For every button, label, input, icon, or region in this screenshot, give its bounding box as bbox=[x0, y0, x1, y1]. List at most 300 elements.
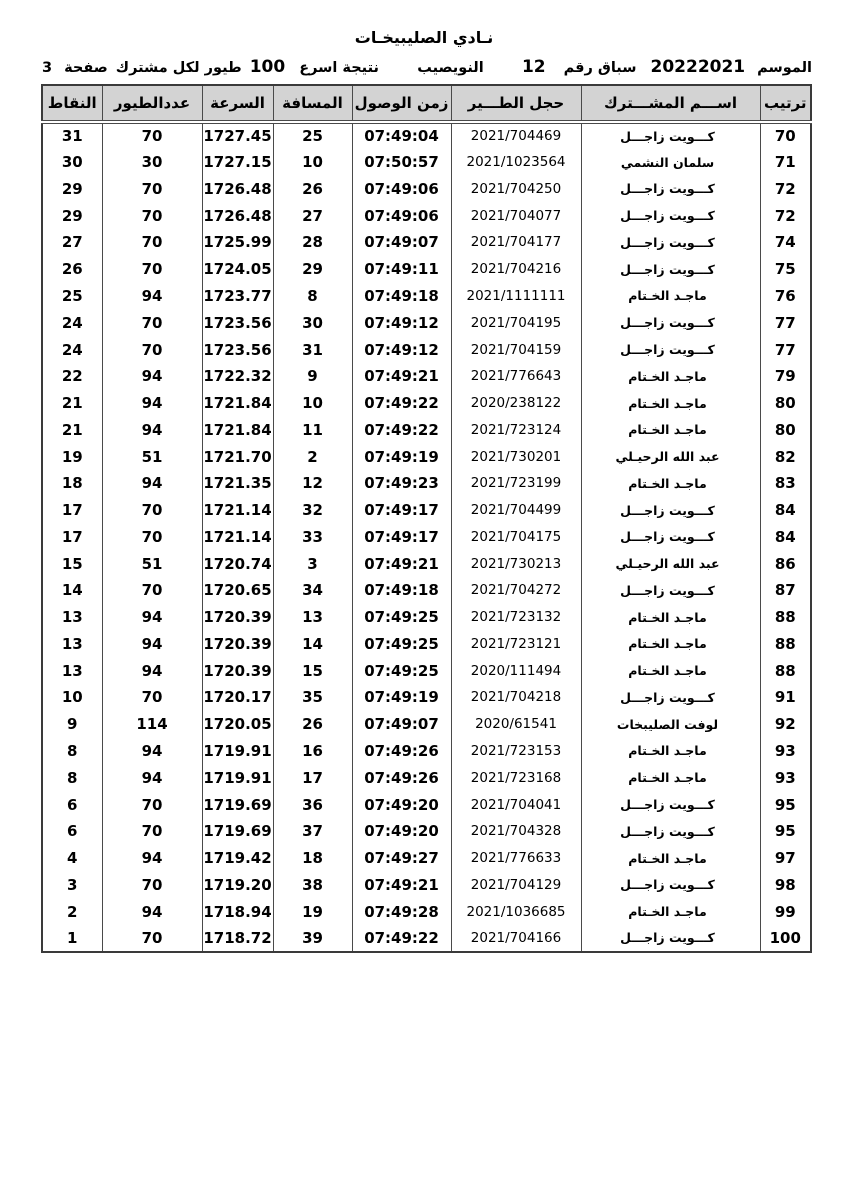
speed-cell: 1722.32 bbox=[202, 363, 273, 390]
rank-cell: 79 bbox=[760, 363, 811, 390]
distance-cell: 37 bbox=[273, 818, 352, 845]
table-row bbox=[42, 416, 811, 443]
header-row bbox=[42, 85, 811, 122]
arrival-cell: 07:49:27 bbox=[352, 845, 451, 872]
arrival-cell: 07:49:17 bbox=[352, 497, 451, 524]
points-cell: 9 bbox=[42, 711, 102, 738]
distance-cell: 26 bbox=[273, 711, 352, 738]
distance-cell: 33 bbox=[273, 523, 352, 550]
birds-cell: 51 bbox=[102, 550, 202, 577]
ring-cell: 2021/704177 bbox=[451, 229, 581, 256]
name-cell: ماجـد الخـتام bbox=[581, 363, 760, 390]
speed-cell: 1720.39 bbox=[202, 604, 273, 631]
birds-cell: 94 bbox=[102, 845, 202, 872]
table-row bbox=[42, 256, 811, 283]
distance-cell: 29 bbox=[273, 256, 352, 283]
rank-cell: 87 bbox=[760, 577, 811, 604]
arrival-cell: 07:49:07 bbox=[352, 711, 451, 738]
ring-cell: 2021/723121 bbox=[451, 631, 581, 658]
birds-cell: 70 bbox=[102, 497, 202, 524]
table-row bbox=[42, 925, 811, 952]
name-cell: سلمان النشمي bbox=[581, 149, 760, 176]
points-cell: 18 bbox=[42, 470, 102, 497]
table-row bbox=[42, 604, 811, 631]
ring-cell: 2021/730213 bbox=[451, 550, 581, 577]
distance-cell: 28 bbox=[273, 229, 352, 256]
rank-cell: 93 bbox=[760, 738, 811, 765]
table-row bbox=[42, 818, 811, 845]
distance-cell: 10 bbox=[273, 149, 352, 176]
arrival-cell: 07:49:19 bbox=[352, 684, 451, 711]
speed-cell: 1719.91 bbox=[202, 738, 273, 765]
points-cell: 2 bbox=[42, 898, 102, 925]
name-cell: ماجـد الخـتام bbox=[581, 283, 760, 310]
speed-cell: 1725.99 bbox=[202, 229, 273, 256]
points-cell: 1 bbox=[42, 925, 102, 952]
table-row bbox=[42, 122, 811, 149]
name-cell: ماجـد الخـتام bbox=[581, 390, 760, 417]
race-location: النويصيب bbox=[417, 60, 484, 76]
ring-cell: 2021/704166 bbox=[451, 925, 581, 952]
arrival-cell: 07:49:21 bbox=[352, 871, 451, 898]
ring-cell: 2021/704159 bbox=[451, 336, 581, 363]
arrival-cell: 07:50:57 bbox=[352, 149, 451, 176]
ring-cell: 2021/723168 bbox=[451, 764, 581, 791]
arrival-cell: 07:49:21 bbox=[352, 550, 451, 577]
rank-cell: 84 bbox=[760, 497, 811, 524]
rank-cell: 95 bbox=[760, 818, 811, 845]
birds-cell: 94 bbox=[102, 363, 202, 390]
ring-cell: 2021/723199 bbox=[451, 470, 581, 497]
name-cell: ماجـد الخـتام bbox=[581, 657, 760, 684]
speed-cell: 1727.15 bbox=[202, 149, 273, 176]
speed-cell: 1719.69 bbox=[202, 791, 273, 818]
arrival-cell: 07:49:17 bbox=[352, 523, 451, 550]
arrival-cell: 07:49:06 bbox=[352, 176, 451, 203]
birds-cell: 94 bbox=[102, 470, 202, 497]
season-label: الموسم bbox=[757, 60, 812, 76]
birds-cell: 70 bbox=[102, 818, 202, 845]
arrival-cell: 07:49:19 bbox=[352, 443, 451, 470]
birds-cell: 94 bbox=[102, 764, 202, 791]
results-table-header bbox=[42, 85, 811, 122]
birds-cell: 70 bbox=[102, 791, 202, 818]
birds-cell: 94 bbox=[102, 631, 202, 658]
rank-cell: 83 bbox=[760, 470, 811, 497]
rank-cell: 72 bbox=[760, 202, 811, 229]
name-cell: ماجـد الخـتام bbox=[581, 631, 760, 658]
arrival-cell: 07:49:26 bbox=[352, 738, 451, 765]
rank-cell: 70 bbox=[760, 122, 811, 149]
points-cell: 31 bbox=[42, 122, 102, 149]
name-cell: كـــويت زاجـــل bbox=[581, 523, 760, 550]
birds-cell: 94 bbox=[102, 604, 202, 631]
rank-cell: 98 bbox=[760, 871, 811, 898]
points-cell: 21 bbox=[42, 416, 102, 443]
birds-cell: 70 bbox=[102, 523, 202, 550]
distance-cell: 14 bbox=[273, 631, 352, 658]
distance-cell: 35 bbox=[273, 684, 352, 711]
points-cell: 25 bbox=[42, 283, 102, 310]
result-type-group bbox=[42, 57, 379, 77]
name-cell: كـــويت زاجـــل bbox=[581, 202, 760, 229]
speed-cell: 1719.42 bbox=[202, 845, 273, 872]
birds-cell: 70 bbox=[102, 684, 202, 711]
ring-cell: 2021/704175 bbox=[451, 523, 581, 550]
table-row bbox=[42, 550, 811, 577]
name-cell: كـــويت زاجـــل bbox=[581, 497, 760, 524]
distance-header: المسافة bbox=[273, 85, 352, 122]
ring-cell: 2021/1023564 bbox=[451, 149, 581, 176]
speed-cell: 1721.70 bbox=[202, 443, 273, 470]
arrival-cell: 07:49:20 bbox=[352, 791, 451, 818]
points-cell: 26 bbox=[42, 256, 102, 283]
points-cell: 19 bbox=[42, 443, 102, 470]
points-cell: 21 bbox=[42, 390, 102, 417]
points-cell: 8 bbox=[42, 738, 102, 765]
distance-cell: 30 bbox=[273, 309, 352, 336]
points-cell: 13 bbox=[42, 631, 102, 658]
table-row bbox=[42, 577, 811, 604]
speed-cell: 1726.48 bbox=[202, 176, 273, 203]
birds-cell: 70 bbox=[102, 202, 202, 229]
speed-cell: 1720.74 bbox=[202, 550, 273, 577]
speed-cell: 1720.17 bbox=[202, 684, 273, 711]
table-row bbox=[42, 845, 811, 872]
table-row bbox=[42, 657, 811, 684]
rank-cell: 84 bbox=[760, 523, 811, 550]
points-cell: 30 bbox=[42, 149, 102, 176]
arrival-cell: 07:49:22 bbox=[352, 416, 451, 443]
name-cell: كـــويت زاجـــل bbox=[581, 336, 760, 363]
table-row bbox=[42, 390, 811, 417]
birds-cell: 70 bbox=[102, 229, 202, 256]
ring-cell: 2021/704499 bbox=[451, 497, 581, 524]
speed-cell: 1719.91 bbox=[202, 764, 273, 791]
arrival-cell: 07:49:22 bbox=[352, 925, 451, 952]
speed-cell: 1719.69 bbox=[202, 818, 273, 845]
arrival-cell: 07:49:21 bbox=[352, 363, 451, 390]
arrival-cell: 07:49:28 bbox=[352, 898, 451, 925]
arrival-cell: 07:49:12 bbox=[352, 309, 451, 336]
ring-cell: 2020/61541 bbox=[451, 711, 581, 738]
results-table bbox=[41, 84, 812, 953]
arrival-cell: 07:49:12 bbox=[352, 336, 451, 363]
birds-cell: 70 bbox=[102, 309, 202, 336]
ring-cell: 2021/723132 bbox=[451, 604, 581, 631]
rank-cell: 97 bbox=[760, 845, 811, 872]
table-row bbox=[42, 229, 811, 256]
name-header: اســـم المشـــترك bbox=[581, 85, 760, 122]
rank-cell: 76 bbox=[760, 283, 811, 310]
name-cell: كـــويت زاجـــل bbox=[581, 871, 760, 898]
arrival-cell: 07:49:22 bbox=[352, 390, 451, 417]
birds-cell: 94 bbox=[102, 738, 202, 765]
name-cell: ماجـد الخـتام bbox=[581, 416, 760, 443]
speed-cell: 1723.56 bbox=[202, 336, 273, 363]
birds-cell: 94 bbox=[102, 283, 202, 310]
name-cell: كـــويت زاجـــل bbox=[581, 176, 760, 203]
name-cell: عبد الله الرحيـلي bbox=[581, 443, 760, 470]
name-cell: كـــويت زاجـــل bbox=[581, 818, 760, 845]
points-cell: 22 bbox=[42, 363, 102, 390]
birds-cell: 94 bbox=[102, 416, 202, 443]
result-type-label: نتيجة اسرع bbox=[299, 60, 379, 76]
arrival-cell: 07:49:11 bbox=[352, 256, 451, 283]
arrival-cell: 07:49:26 bbox=[352, 764, 451, 791]
speed-cell: 1720.05 bbox=[202, 711, 273, 738]
speed-cell: 1721.35 bbox=[202, 470, 273, 497]
birds-cell: 70 bbox=[102, 336, 202, 363]
rank-cell: 100 bbox=[760, 925, 811, 952]
race-number-value: 12 bbox=[521, 57, 546, 77]
ring-cell: 2021/704328 bbox=[451, 818, 581, 845]
ring-cell: 2021/723153 bbox=[451, 738, 581, 765]
name-cell: كـــويت زاجـــل bbox=[581, 309, 760, 336]
race-number-label: سباق رقم bbox=[563, 60, 637, 76]
distance-cell: 8 bbox=[273, 283, 352, 310]
distance-cell: 15 bbox=[273, 657, 352, 684]
name-cell: كـــويت زاجـــل bbox=[581, 256, 760, 283]
speed-cell: 1720.39 bbox=[202, 631, 273, 658]
points-cell: 6 bbox=[42, 818, 102, 845]
name-cell: لوفت الصليبخات bbox=[581, 711, 760, 738]
birds-cell: 70 bbox=[102, 577, 202, 604]
table-row bbox=[42, 176, 811, 203]
birds-cell: 70 bbox=[102, 925, 202, 952]
arrival-header: زمن الوصول bbox=[352, 85, 451, 122]
table-row bbox=[42, 631, 811, 658]
per-participant-label: طيور لكل مشترك bbox=[115, 60, 242, 76]
distance-cell: 39 bbox=[273, 925, 352, 952]
points-cell: 17 bbox=[42, 497, 102, 524]
points-cell: 4 bbox=[42, 845, 102, 872]
club-title: نـادي الصليبيخـات bbox=[354, 28, 494, 47]
speed-cell: 1721.84 bbox=[202, 390, 273, 417]
rank-cell: 88 bbox=[760, 604, 811, 631]
distance-cell: 19 bbox=[273, 898, 352, 925]
table-row bbox=[42, 283, 811, 310]
name-cell: كـــويت زاجـــل bbox=[581, 925, 760, 952]
name-cell: ماجـد الخـتام bbox=[581, 764, 760, 791]
rank-cell: 88 bbox=[760, 631, 811, 658]
table-row bbox=[42, 443, 811, 470]
birds-cell: 51 bbox=[102, 443, 202, 470]
birds-cell: 94 bbox=[102, 390, 202, 417]
ring-cell: 2021/704218 bbox=[451, 684, 581, 711]
arrival-cell: 07:49:06 bbox=[352, 202, 451, 229]
points-cell: 6 bbox=[42, 791, 102, 818]
distance-cell: 27 bbox=[273, 202, 352, 229]
ring-cell: 2021/704195 bbox=[451, 309, 581, 336]
rank-cell: 72 bbox=[760, 176, 811, 203]
rank-header: ترتيب bbox=[760, 85, 811, 122]
season-group bbox=[522, 57, 812, 77]
rank-cell: 93 bbox=[760, 764, 811, 791]
rank-cell: 77 bbox=[760, 309, 811, 336]
table-row bbox=[42, 363, 811, 390]
ring-cell: 2021/704250 bbox=[451, 176, 581, 203]
points-cell: 3 bbox=[42, 871, 102, 898]
name-cell: ماجـد الخـتام bbox=[581, 604, 760, 631]
table-row bbox=[42, 149, 811, 176]
speed-cell: 1718.94 bbox=[202, 898, 273, 925]
rank-cell: 91 bbox=[760, 684, 811, 711]
table-row bbox=[42, 684, 811, 711]
birds-cell: 114 bbox=[102, 711, 202, 738]
name-cell: ماجـد الخـتام bbox=[581, 470, 760, 497]
page-number: 3 bbox=[42, 60, 53, 76]
speed-cell: 1726.48 bbox=[202, 202, 273, 229]
rank-cell: 77 bbox=[760, 336, 811, 363]
speed-cell: 1720.39 bbox=[202, 657, 273, 684]
points-cell: 8 bbox=[42, 764, 102, 791]
rank-cell: 71 bbox=[760, 149, 811, 176]
birds-cell: 70 bbox=[102, 256, 202, 283]
points-cell: 29 bbox=[42, 202, 102, 229]
birds-header: عددالطيور bbox=[102, 85, 202, 122]
speed-cell: 1724.05 bbox=[202, 256, 273, 283]
distance-cell: 11 bbox=[273, 416, 352, 443]
distance-cell: 38 bbox=[273, 871, 352, 898]
points-header: النقاط bbox=[42, 85, 102, 122]
distance-cell: 25 bbox=[273, 122, 352, 149]
arrival-cell: 07:49:25 bbox=[352, 631, 451, 658]
distance-cell: 26 bbox=[273, 176, 352, 203]
arrival-cell: 07:49:23 bbox=[352, 470, 451, 497]
table-row bbox=[42, 523, 811, 550]
name-cell: ماجـد الخـتام bbox=[581, 738, 760, 765]
distance-cell: 9 bbox=[273, 363, 352, 390]
name-cell: ماجـد الخـتام bbox=[581, 898, 760, 925]
distance-cell: 3 bbox=[273, 550, 352, 577]
ring-cell: 2021/704129 bbox=[451, 871, 581, 898]
name-cell: كـــويت زاجـــل bbox=[581, 122, 760, 149]
speed-cell: 1723.77 bbox=[202, 283, 273, 310]
ring-cell: 2021/704216 bbox=[451, 256, 581, 283]
arrival-cell: 07:49:25 bbox=[352, 604, 451, 631]
table-row bbox=[42, 898, 811, 925]
ring-cell: 2020/238122 bbox=[451, 390, 581, 417]
birds-cell: 70 bbox=[102, 122, 202, 149]
birds-cell: 94 bbox=[102, 657, 202, 684]
speed-header: السرعة bbox=[202, 85, 273, 122]
distance-cell: 17 bbox=[273, 764, 352, 791]
arrival-cell: 07:49:07 bbox=[352, 229, 451, 256]
name-cell: كـــويت زاجـــل bbox=[581, 791, 760, 818]
distance-cell: 10 bbox=[273, 390, 352, 417]
table-row bbox=[42, 202, 811, 229]
ring-cell: 2021/704041 bbox=[451, 791, 581, 818]
table-row bbox=[42, 711, 811, 738]
ring-cell: 2021/704272 bbox=[451, 577, 581, 604]
page-label: صفحة bbox=[64, 60, 108, 76]
speed-cell: 1721.14 bbox=[202, 523, 273, 550]
results-table-body bbox=[42, 122, 811, 952]
points-cell: 24 bbox=[42, 336, 102, 363]
ring-cell: 2021/704469 bbox=[451, 122, 581, 149]
points-cell: 24 bbox=[42, 309, 102, 336]
table-row bbox=[42, 336, 811, 363]
speed-cell: 1727.45 bbox=[202, 122, 273, 149]
ring-cell: 2021/723124 bbox=[451, 416, 581, 443]
ring-cell: 2021/776633 bbox=[451, 845, 581, 872]
ring-cell: 2021/704077 bbox=[451, 202, 581, 229]
rank-cell: 80 bbox=[760, 390, 811, 417]
points-cell: 14 bbox=[42, 577, 102, 604]
table-row bbox=[42, 791, 811, 818]
points-cell: 17 bbox=[42, 523, 102, 550]
arrival-cell: 07:49:20 bbox=[352, 818, 451, 845]
ring-cell: 2021/730201 bbox=[451, 443, 581, 470]
ring-cell: 2020/111494 bbox=[451, 657, 581, 684]
distance-cell: 34 bbox=[273, 577, 352, 604]
points-cell: 10 bbox=[42, 684, 102, 711]
ring-cell: 2021/1111111 bbox=[451, 283, 581, 310]
table-row bbox=[42, 309, 811, 336]
distance-cell: 2 bbox=[273, 443, 352, 470]
table-row bbox=[42, 470, 811, 497]
arrival-cell: 07:49:04 bbox=[352, 122, 451, 149]
table-row bbox=[42, 871, 811, 898]
race-info-line bbox=[0, 57, 848, 77]
table-row bbox=[42, 738, 811, 765]
points-cell: 29 bbox=[42, 176, 102, 203]
points-cell: 27 bbox=[42, 229, 102, 256]
speed-cell: 1719.20 bbox=[202, 871, 273, 898]
speed-cell: 1721.14 bbox=[202, 497, 273, 524]
rank-cell: 74 bbox=[760, 229, 811, 256]
rank-cell: 95 bbox=[760, 791, 811, 818]
arrival-cell: 07:49:25 bbox=[352, 657, 451, 684]
name-cell: كـــويت زاجـــل bbox=[581, 577, 760, 604]
distance-cell: 18 bbox=[273, 845, 352, 872]
rank-cell: 99 bbox=[760, 898, 811, 925]
distance-cell: 12 bbox=[273, 470, 352, 497]
rank-cell: 88 bbox=[760, 657, 811, 684]
ring-cell: 2021/776643 bbox=[451, 363, 581, 390]
distance-cell: 36 bbox=[273, 791, 352, 818]
rank-cell: 75 bbox=[760, 256, 811, 283]
points-cell: 13 bbox=[42, 657, 102, 684]
name-cell: كـــويت زاجـــل bbox=[581, 684, 760, 711]
location-group bbox=[417, 60, 483, 76]
rank-cell: 82 bbox=[760, 443, 811, 470]
birds-cell: 94 bbox=[102, 898, 202, 925]
distance-cell: 32 bbox=[273, 497, 352, 524]
speed-cell: 1720.65 bbox=[202, 577, 273, 604]
birds-cell: 70 bbox=[102, 871, 202, 898]
rank-cell: 92 bbox=[760, 711, 811, 738]
name-cell: كـــويت زاجـــل bbox=[581, 229, 760, 256]
speed-cell: 1718.72 bbox=[202, 925, 273, 952]
speed-cell: 1723.56 bbox=[202, 309, 273, 336]
distance-cell: 16 bbox=[273, 738, 352, 765]
ring-cell: 2021/1036685 bbox=[451, 898, 581, 925]
bird-limit-value: 100 bbox=[249, 57, 286, 77]
points-cell: 13 bbox=[42, 604, 102, 631]
name-cell: عبد الله الرحيـلي bbox=[581, 550, 760, 577]
ring-header: حجل الطـــير bbox=[451, 85, 581, 122]
speed-cell: 1721.84 bbox=[202, 416, 273, 443]
rank-cell: 80 bbox=[760, 416, 811, 443]
season-value: 20222021 bbox=[650, 57, 746, 77]
points-cell: 15 bbox=[42, 550, 102, 577]
birds-cell: 30 bbox=[102, 149, 202, 176]
distance-cell: 13 bbox=[273, 604, 352, 631]
rank-cell: 86 bbox=[760, 550, 811, 577]
distance-cell: 31 bbox=[273, 336, 352, 363]
